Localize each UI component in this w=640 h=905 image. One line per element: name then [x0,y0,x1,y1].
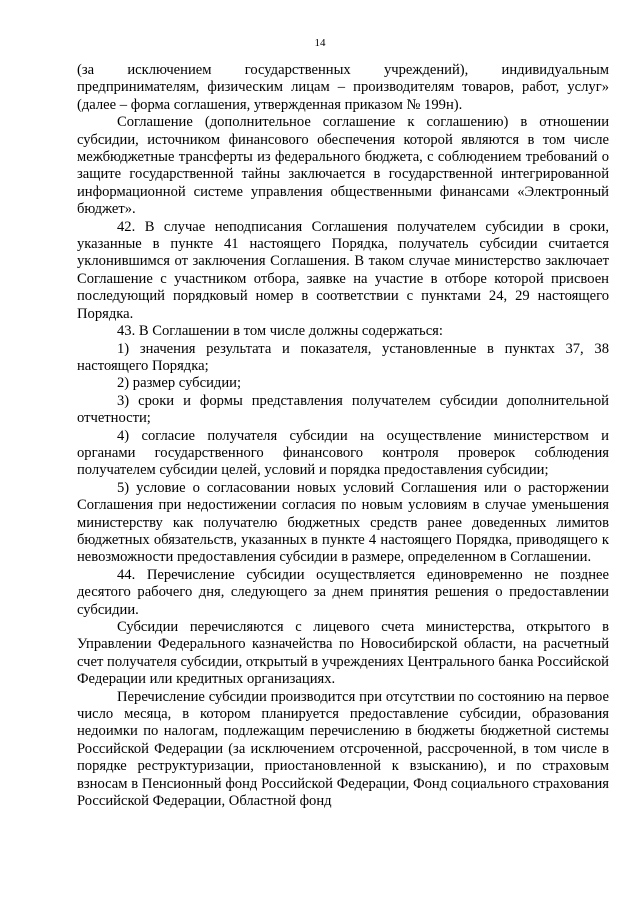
list-item-43-4: 4) согласие получателя субсидии на осуществление министерством и органами государственного финансового контроля проверок соблюдения получателем субсидии целей, условий и порядка предоставления субсидии; [77,427,609,479]
paragraph-clause-42: 42. В случае неподписания Соглашения получателем субсидии в сроки, указанные в пункте 41 настоящего Порядка, получатель субсидии считается уклонившимся от заключения Соглашения. В таком случае министерство заключает Соглашение с участником отбора, заявке на участие в отборе которой присвоен последующий порядковый номер в соответствии с пунктами 24, 29 настоящего Порядка. [77,218,609,322]
document-body [77,62,609,810]
paragraph-transfer-conditions: Перечисление субсидии производится при отсутствии по состоянию на первое число месяца, в котором планируется предоставление субсидии, образования недоимки по налогам, подлежащим перечислению в бюджеты бюджетной системы Российской Федерации (за исключением отсроченной, рассроченной, в том числе в порядке реструктуризации, приостановленной к взысканию), и по страховым взносам в Пенсионный фонд Российской Федерации, Фонд социального страхования Российской Федерации, Областной фонд [77,688,609,810]
list-item-43-5: 5) условие о согласовании новых условий Соглашения или о расторжении Соглашения при недостижении согласия по новым условиям в случае уменьшения министерству как получателю бюджетных средств ранее доведенных лимитов бюджетных обязательств, указанных в пункте 4 настоящего Порядка, приводящего к невозможности предоставления субсидии в размере, определенном в Соглашении. [77,479,609,566]
paragraph-continuation: (за исключением государственных учреждений), индивидуальным предпринимателям, физическим лицам – производителям товаров, работ, услуг» (далее – форма соглашения, утвержденная приказом № 199н). [77,62,609,113]
list-item-43-3: 3) сроки и формы представления получателем субсидии дополнительной отчетности; [77,392,609,427]
list-item-43-1: 1) значения результата и показателя, установленные в пунктах 37, 38 настоящего Порядка; [77,340,609,374]
list-item-43-2: 2) размер субсидии; [117,375,241,392]
paragraph-transfer-account: Субсидии перечисляются с лицевого счета министерства, открытого в Управлении Федерального казначейства по Новосибирской области, на расчетный счет получателя субсидии, открытый в учреждениях Центрального банка Российской Федерации или кредитных организациях. [77,619,609,688]
page-number: 14 [314,37,326,49]
paragraph-agreement-electronic-budget: Соглашение (дополнительное соглашение к соглашению) в отношении субсидии, источником финансового обеспечения которой являются в том числе межбюджетные трансферты из федерального бюджета, с соблюдением требований о защите государственной тайны заключается в государственной интегрированной информационной системе управления общественными финансами «Электронный бюджет». [77,114,609,218]
paragraph-clause-44: 44. Перечисление субсидии осуществляется единовременно не позднее десятого рабочего дня, следующего за днем принятия решения о предоставлении субсидии. [77,566,609,618]
paragraph-clause-43: 43. В Соглашении в том числе должны содержаться: [117,323,443,340]
